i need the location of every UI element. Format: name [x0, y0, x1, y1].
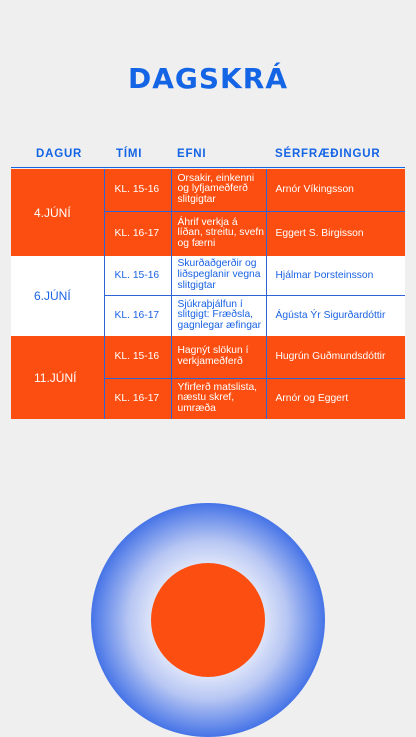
time-cell: KL. 15-16 [104, 336, 171, 378]
expert-cell: Arnór og Eggert [266, 378, 405, 419]
time-cell: KL. 16-17 [104, 211, 171, 256]
schedule-table [11, 169, 405, 419]
column-headers [0, 148, 416, 164]
topic-cell: Yfirferð matslista, næstu skref, umræða [171, 378, 266, 419]
table-row [11, 336, 405, 378]
page-title: DAGSKRÁ [128, 62, 288, 95]
column-header-time: TÍMI [116, 148, 143, 160]
table-row [11, 169, 405, 211]
expert-cell: Hjálmar Þorsteinsson [266, 256, 405, 295]
column-header-topic: EFNI [177, 148, 207, 160]
column-header-day: DAGUR [36, 148, 83, 160]
header-divider [11, 167, 405, 168]
day-cell: 6.JÚNÍ [11, 256, 104, 336]
topic-cell: Skurðaðgerðir og liðspeglanir vegna slitgigtar [171, 256, 266, 295]
table-row [11, 256, 405, 295]
expert-cell: Arnór Víkingsson [266, 169, 405, 211]
column-header-expert: SÉRFRÆÐINGUR [275, 148, 381, 160]
time-cell: KL. 16-17 [104, 378, 171, 419]
expert-cell: Hugrún Guðmundsdóttir [266, 336, 405, 378]
time-cell: KL. 16-17 [104, 295, 171, 336]
topic-cell: Áhrif verkja á líðan, streitu, svefn og færni [171, 211, 266, 256]
day-cell: 4.JÚNÍ [11, 169, 104, 256]
time-cell: KL. 15-16 [104, 169, 171, 211]
topic-cell: Orsakir, einkenni og lyfjameðferð slitgigtar [171, 169, 266, 211]
topic-cell: Sjúkraþjálfun í slitgigt: Fræðsla, gagnlegar æfingar [171, 295, 266, 336]
time-cell: KL. 15-16 [104, 256, 171, 295]
day-cell: 11.JÚNÍ [11, 336, 104, 419]
expert-cell: Eggert S. Birgisson [266, 211, 405, 256]
expert-cell: Ágústa Ýr Sigurðardóttir [266, 295, 405, 336]
orange-circle-decoration [151, 563, 265, 677]
topic-cell: Hagnýt slökun í verkjameðferð [171, 336, 266, 378]
